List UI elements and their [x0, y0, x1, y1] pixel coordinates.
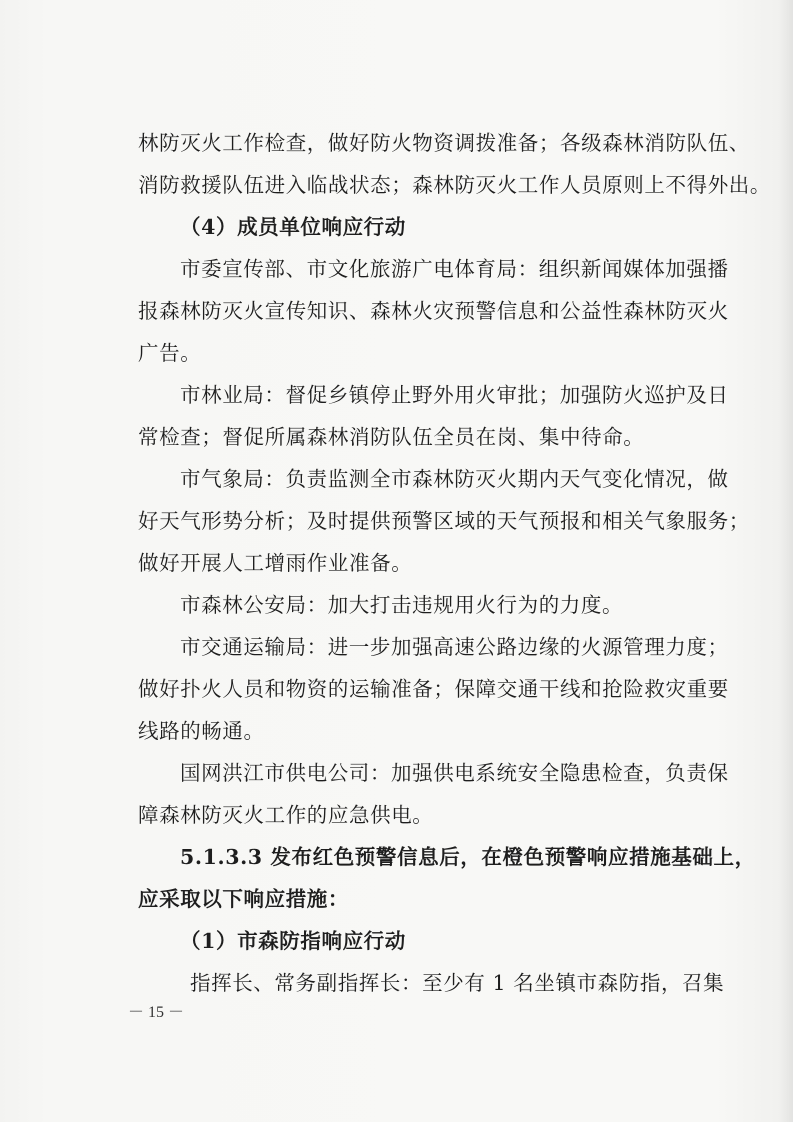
paragraph-line: 障森林防灭火工作的应急供电。 — [138, 803, 434, 827]
paragraph-line: 广告。 — [138, 341, 202, 365]
paragraph-line: 国网洪江市供电公司：加强供电系统安全隐患检查，负责保 — [180, 761, 729, 785]
section-heading: （1）市森防指响应行动 — [180, 929, 406, 953]
clause-heading-line: 5.1.3.3 发布红色预警信息后，在橙色预警响应措施基础上， — [180, 845, 756, 869]
scan-edge-shadow — [779, 0, 793, 1122]
paragraph-line: 消防救援队伍进入临战状态；森林防灭火工作人员原则上不得外出。 — [138, 173, 771, 197]
paragraph-line: 常检查；督促所属森林消防队伍全员在岗、集中待命。 — [138, 425, 645, 449]
paragraph-line: 好天气形势分析；及时提供预警区域的天气预报和相关气象服务； — [138, 509, 750, 533]
clause-heading-line: 应采取以下响应措施： — [138, 887, 349, 911]
paragraph-line: 做好扑火人员和物资的运输准备；保障交通干线和抢险救灾重要 — [138, 677, 729, 701]
paragraph-line: 林防灭火工作检查，做好防火物资调拨准备；各级森林消防队伍、 — [138, 131, 750, 155]
paragraph-line: 市林业局：督促乡镇停止野外用火审批；加强防火巡护及日 — [180, 383, 729, 407]
paragraph-line: 做好开展人工增雨作业准备。 — [138, 551, 413, 575]
page-number: － 15 － — [128, 1004, 185, 1021]
paragraph-line: 市委宣传部、市文化旅游广电体育局：组织新闻媒体加强播 — [180, 257, 729, 281]
paragraph-line: 市气象局：负责监测全市森林防灭火期内天气变化情况，做 — [180, 467, 729, 491]
paragraph-line: 指挥长、常务副指挥长：至少有 1 名坐镇市森防指，召集 — [190, 971, 725, 995]
paragraph-line: 线路的畅通。 — [138, 719, 265, 743]
paragraph-line: 报森林防灭火宣传知识、森林火灾预警信息和公益性森林防灭火 — [138, 299, 729, 323]
paragraph-line: 市森林公安局：加大打击违规用火行为的力度。 — [180, 593, 624, 617]
paragraph-line: 市交通运输局：进一步加强高速公路边缘的火源管理力度； — [180, 635, 729, 659]
section-heading: （4）成员单位响应行动 — [180, 215, 406, 239]
